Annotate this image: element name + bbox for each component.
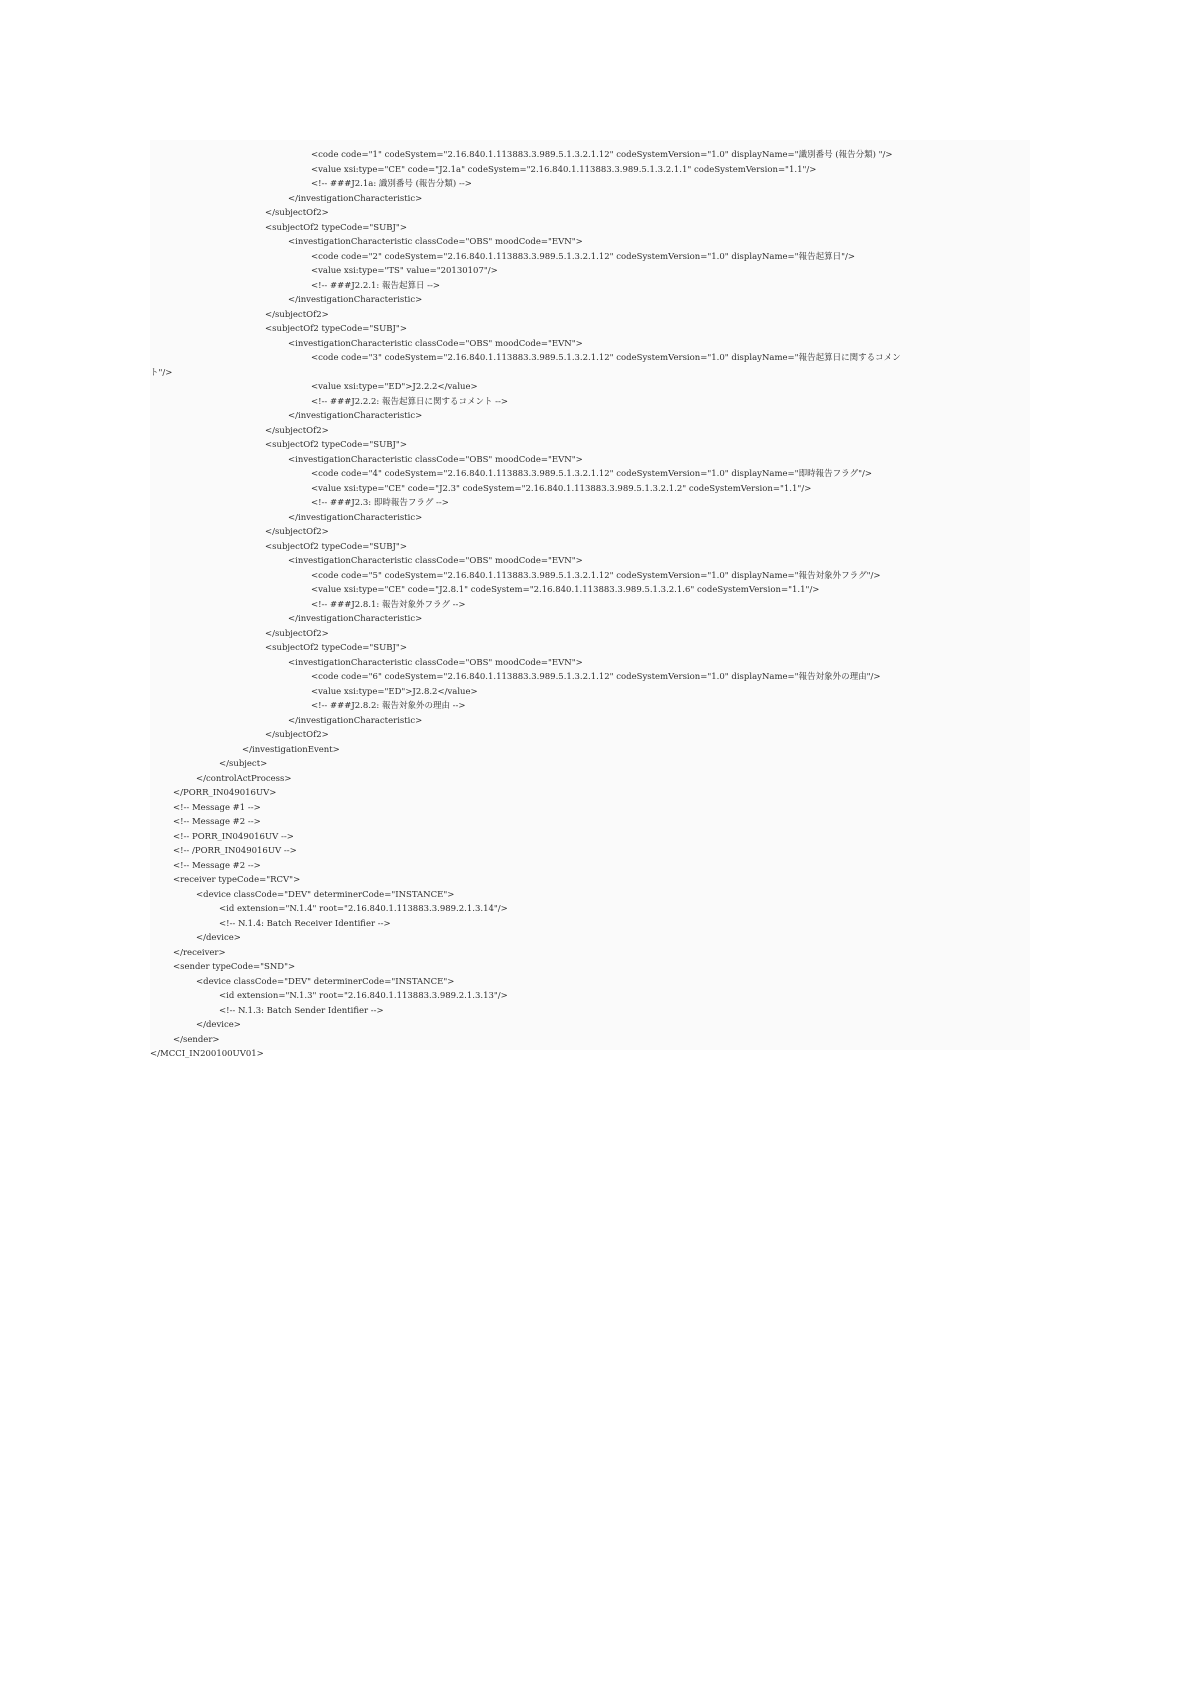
code-line: <!-- ###J2.3: 即時報告フラグ -->: [311, 498, 449, 508]
code-line: <code code="4" codeSystem="2.16.840.1.113883.3.989.5.1.3.2.1.12" codeSystemVersion="1.0" displayName="即時報告フラグ"/>: [311, 469, 872, 479]
code-line: <code code="2" codeSystem="2.16.840.1.113883.3.989.5.1.3.2.1.12" codeSystemVersion="1.0" displayName="報告起算日"/>: [311, 251, 855, 262]
code-line: <id extension="N.1.4" root="2.16.840.1.113883.3.989.2.1.3.14"/>: [219, 904, 508, 914]
code-line: <!-- ###J2.2.2: 報告起算日に関するコメント -->: [311, 396, 509, 407]
code-line: </subject>: [219, 759, 268, 769]
code-line: <investigationCharacteristic classCode="OBS" moodCode="EVN">: [288, 338, 583, 349]
code-line: </investigationCharacteristic>: [288, 295, 423, 305]
code-line: </investigationCharacteristic>: [288, 411, 423, 421]
code-line: <value xsi:type="ED">J2.8.2</value>: [311, 686, 478, 697]
code-line: ト"/>: [150, 367, 173, 378]
code-line: </subjectOf2>: [265, 628, 329, 639]
code-line: <value xsi:type="CE" code="J2.3" codeSystem="2.16.840.1.113883.3.989.5.1.3.2.1.2" codeSystemVersion="1.1"/>: [311, 483, 812, 494]
code-line: <!-- Message #2 -->: [173, 817, 261, 827]
code-line: <value xsi:type="TS" value="20130107"/>: [311, 266, 498, 276]
code-line: </subjectOf2>: [265, 730, 329, 740]
code-line: </controlActProcess>: [196, 773, 292, 784]
code-line: <!-- Message #1 -->: [173, 802, 261, 813]
code-line: <sender typeCode="SND">: [173, 962, 296, 972]
code-line: <investigationCharacteristic classCode="OBS" moodCode="EVN">: [288, 657, 583, 668]
code-line: <!-- ###J2.8.1: 報告対象外フラグ -->: [311, 599, 466, 610]
code-line: </subjectOf2>: [265, 208, 329, 218]
code-line: </subjectOf2>: [265, 425, 329, 436]
code-line: <investigationCharacteristic classCode="OBS" moodCode="EVN">: [288, 454, 583, 465]
code-line: <!-- /PORR_IN049016UV -->: [173, 846, 297, 856]
code-line: <!-- N.1.4: Batch Receiver Identifier -->: [219, 918, 391, 929]
code-line: </subjectOf2>: [265, 527, 329, 537]
code-line: <subjectOf2 typeCode="SUBJ">: [265, 324, 407, 334]
code-line: </investigationEvent>: [242, 744, 340, 755]
code-line: </receiver>: [173, 947, 226, 958]
code-line: </sender>: [173, 1034, 220, 1045]
code-line: </investigationCharacteristic>: [288, 614, 423, 624]
code-line: <value xsi:type="ED">J2.2.2</value>: [311, 382, 478, 392]
code-line: </investigationCharacteristic>: [288, 193, 423, 204]
code-line: <!-- PORR_IN049016UV -->: [173, 831, 294, 842]
code-line: <!-- N.1.3: Batch Sender Identifier -->: [219, 1005, 384, 1016]
code-line: <value xsi:type="CE" code="J2.8.1" codeSystem="2.16.840.1.113883.3.989.5.1.3.2.1.6" codeSystemVersion="1.1"/>: [311, 585, 820, 595]
code-line: <receiver typeCode="RCV">: [173, 875, 301, 885]
code-line: </investigationCharacteristic>: [288, 715, 423, 726]
code-line: <subjectOf2 typeCode="SUBJ">: [265, 222, 407, 233]
code-line: <!-- Message #2 -->: [173, 860, 261, 871]
code-line: <investigationCharacteristic classCode="OBS" moodCode="EVN">: [288, 237, 583, 247]
code-line: <code code="1" codeSystem="2.16.840.1.113883.3.989.5.1.3.2.1.12" codeSystemVersion="1.0" displayName="識別番号 (報告分類) "/>: [311, 150, 893, 160]
code-line: </PORR_IN049016UV>: [173, 788, 277, 798]
code-line: <!-- ###J2.2.1: 報告起算日 -->: [311, 280, 441, 291]
code-line: <subjectOf2 typeCode="SUBJ">: [265, 643, 407, 653]
code-line: <id extension="N.1.3" root="2.16.840.1.113883.3.989.2.1.3.13"/>: [219, 991, 508, 1001]
code-line: <!-- ###J2.1a: 識別番号 (報告分類) -->: [311, 179, 472, 189]
xml-code-listing: [150, 148, 1030, 1062]
code-line: <subjectOf2 typeCode="SUBJ">: [265, 440, 407, 450]
code-line: </device>: [196, 1020, 241, 1030]
code-line: <subjectOf2 typeCode="SUBJ">: [265, 541, 407, 552]
code-line: <investigationCharacteristic classCode="OBS" moodCode="EVN">: [288, 556, 583, 566]
code-line: <device classCode="DEV" determinerCode="INSTANCE">: [196, 976, 455, 987]
code-line: <device classCode="DEV" determinerCode="INSTANCE">: [196, 889, 455, 900]
code-line: <code code="5" codeSystem="2.16.840.1.113883.3.989.5.1.3.2.1.12" codeSystemVersion="1.0" displayName="報告対象外フラグ"/>: [311, 570, 881, 581]
code-line: </investigationCharacteristic>: [288, 512, 423, 523]
code-line: <code code="3" codeSystem="2.16.840.1.113883.3.989.5.1.3.2.1.12" codeSystemVersion="1.0" displayName="報告起算日に関するコメン: [311, 353, 901, 363]
code-line: </MCCI_IN200100UV01>: [150, 1049, 264, 1059]
code-line: </subjectOf2>: [265, 309, 329, 320]
code-line: <!-- ###J2.8.2: 報告対象外の理由 -->: [311, 701, 466, 711]
code-line: <code code="6" codeSystem="2.16.840.1.113883.3.989.5.1.3.2.1.12" codeSystemVersion="1.0" displayName="報告対象外の理由"/>: [311, 672, 881, 682]
code-line: </device>: [196, 933, 241, 943]
code-line: <value xsi:type="CE" code="J2.1a" codeSystem="2.16.840.1.113883.3.989.5.1.3.2.1.1" codeSystemVersion="1.1"/>: [311, 164, 817, 175]
